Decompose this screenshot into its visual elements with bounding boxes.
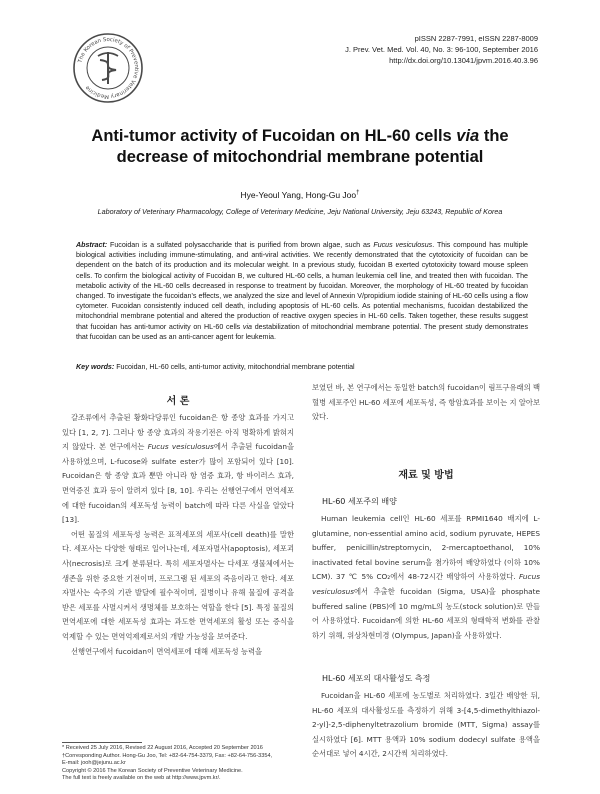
logo-ring-text: The Korean Society of Preventive Veterinary Medicine — [77, 36, 140, 100]
citation-line: J. Prev. Vet. Med. Vol. 40, No. 3: 96-100, September 2016 — [345, 45, 538, 54]
corresponding-note: †Corresponding Author. Hong-Gu Joo, Tel: +82-64-754-3379, Fax: +82-64-756-3354, — [62, 752, 273, 759]
article-title: Anti-tumor activity of Fucoidan on HL-60 cells via the decrease of mitochondrial membrane potential — [91, 127, 509, 166]
keywords: Key words: Fucoidan, HL-60 cells, anti-tumor activity, mitochondrial membrane potential — [76, 363, 355, 371]
doi-link[interactable]: http://dx.doi.org/10.13041/jpvm.2016.40.3.96 — [389, 56, 538, 65]
subheading-culture: HL-60 세포주의 배양 — [322, 497, 397, 506]
copyright-note: Copyright © 2016 The Korean Society of Preventive Veterinary Medicine. — [62, 767, 243, 774]
methods-heading: 재료 및 방법 — [398, 470, 454, 481]
fulltext-note: The full text is freely available on the web at http://www.jpvm.kr/. — [62, 775, 221, 782]
intro-text: 갈조류에서 추출된 황화다당류인 fucoidan은 항 종양 효과를 가지고 있다 [1, 2, 7]. 그러나 항 종양 효과의 작용기전은 아직 명확하게 밝혀지지 않았다. 본 연구에서는 Fucus vesiculosus에서 추출된 fucoidan을 사용하였으며, L-fucose와 sulfate ester가 많이 포함되어 있다 [10]. Fucoidan은 항 종양 효과 뿐만 아니라 항 염증 효과, 항 바이러스 효과, 면역증진 효과 등이 알려져 있다 [8, 10]. 우리는 선행연구에서 면역세포에 대한 fucoidan의 세포독성 능력이 batch에 따라 다른 사실을 알았다 [13]. 어떤 물질의 세포독성 능력은 표적세포의 세포사(cell death)를 말한다. 세포사는 다양한 형태로 일어나는데, 세포자멸사(apoptosis), 세포괴사(necrosis)로 크게 분류된다. 특히 세포자멸사는 다세포 생물체에서는 생존을 위한 중요한 기전이며, 프로그램 된 세포의 죽음이라고 한다. 세포자멸사는 숙주의 기관 발달에 필수적이며, 질병이나 유해 물질에 공격을 받은 세포를 사멸시켜서 생명체를 보호하는 역할을 한다 [5]. 특정 물질의 면역세포에 대한 세포독성 효과는 과도한 면역세포의 활성 또는 증식을 억제할 수 있는 면역억제제로서의 개발 가능성을 보여준다. 선행연구에서 fucoidan이 면역세포에 대해 세포독성 능력을 — [62, 413, 294, 656]
culture-text: Human leukemia cell인 HL-60 세포를 RPMI1640 배지에 L-glutamine, non-essential amino acid, sodium pyruvate, HEPES buffer, penicillin/streptomycin, 2-mercaptoethanol, 10% inactivated fetal bovine serum을 첨가하여 배양하였다 (이하 10% LCM). 37 ℃ 5% CO₂에서 48-72시간 배양하여 사용하였다. Fucus vesiculosus에서 추출한 fucoidan (Sigma, USA)을 phosphate buffered saline (PBS)에 10 mg/mL의 농도(stock solution)로 만들어 사용하였다. Fucoidan에 의한 HL-60 세포의 형태학적 변화를 관찰하기 위해, 위상차현미경 (Olympus, Japan)을 사용하였다. — [312, 514, 540, 640]
abstract: Abstract: Fucoidan is a sulfated polysaccharide that is purified from brown algae, such as Fucus vesiculosus. This compound has multiple biological activities including immune-stimulating, and anti-viral activities. We recently demonstrated that the cytotoxicity of fucoidan can be dependent on the batch of its production and its molecular weight. In a previous study, fucoidan B exerted cytotoxicity toward mouse spleen cells. To confirm the biological activity of Fucoidan B, we cultured HL-60 cells, a human leukemia cell line, and treated then with fucoidan. The metabolic activity of the HL-60 cells decreased in response to treatment by fucoidan. Moreover, the morphology of HL-60 treated by fucoidan changed. To investigate the fucoidan’s effects, we analyzed the size and level of Annexin V/propidium iodide staining of HL-60 cells using a flow cytometer. Fucoidan consistently induced cell death, including apoptosis of HL-60 cells. As potential mechanisms, fucoidan destabilized the mitochondrial membrane potential and altered the production of reactive oxygen species in HL-60 cells. Taken together, these results suggest that fucoidan has anti-tumor activity on HL-60 cells via destabilization of mitochondrial membrane potential. The present study demonstrates that fucoidan can be used as an anti-cancer agent for leukemia. — [76, 241, 528, 341]
mtt-text: Fucoidan을 HL-60 세포에 농도별로 처리하였다. 3일간 배양한 뒤, HL-60 세포의 대사활성도를 측정하기 위해 3-[4,5-dimethylthiazol-2-yl]-2,5-diphenyltetrazolium bromide (MTT, Sigma) assay를 실시하였다 [6]. MTT 용액과 10% sodium dodecyl sulfate 용액을 순서대로 넣어 4시간, 2시간씩 처리하였다. — [312, 691, 540, 759]
society-logo — [72, 32, 144, 104]
affiliation: Laboratory of Veterinary Pharmacology, College of Veterinary Medicine, Jeju National University, Jeju 63243, Republic of Korea — [97, 207, 503, 216]
intro-heading: 서 론 — [166, 396, 190, 407]
received-note: * Received 25 July 2016, Revised 22 August 2016, Accepted 20 September 2016 — [62, 745, 263, 751]
footnote-rule — [62, 742, 142, 743]
email-note: E-mail: jooh@jejunu.ac.kr — [62, 760, 126, 767]
intro-continued: 보였던 바, 본 연구에서는 동일한 batch의 fucoidan이 림프구유래의 백혈병 세포주인 HL-60 세포에 세포독성, 즉 항암효과를 보이는 지 알아보았다. — [312, 383, 540, 422]
subheading-mtt: HL-60 세포의 대사활성도 측정 — [322, 674, 431, 683]
footnotes — [62, 745, 294, 783]
issn-line: pISSN 2287-7991, eISSN 2287-8009 — [414, 34, 538, 43]
journal-header — [238, 33, 538, 66]
author-line: Hye-Yeoul Yang, Hong-Gu Joo† — [240, 190, 360, 200]
